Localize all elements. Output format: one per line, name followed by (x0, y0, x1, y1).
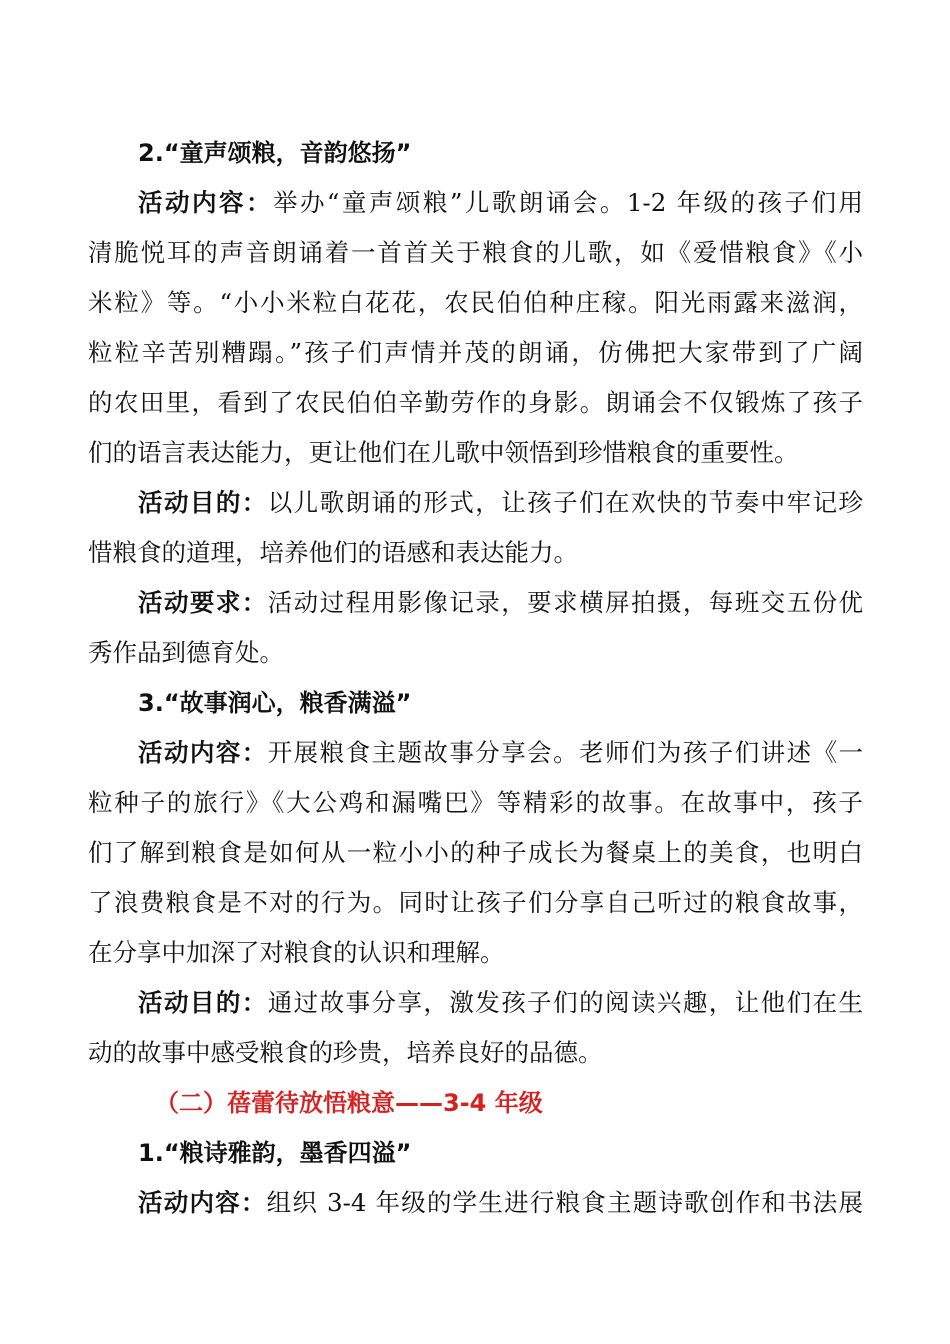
paragraph-line (138, 978, 863, 1028)
paragraph-line: 动的故事中感受粮食的珍贵，培养良好的品德。 (88, 1038, 603, 1067)
paragraph-line: 米粒》等。“小小米粒白花花，农民伯伯种庄稼。阳光雨露来滋润， (88, 288, 863, 317)
paragraph-line: 粒粒辛苦别糟蹋。”孩子们声情并茂的朗诵，仿佛把大家带到了广阔 (88, 338, 863, 367)
paragraph-label: 活动内容： (138, 738, 268, 767)
paragraph-text: 活动过程用影像记录，要求横屏拍摄，每班交五份优 (267, 588, 863, 617)
paragraph-line (138, 178, 863, 228)
paragraph-line (138, 578, 863, 628)
paragraph-line: 秀作品到德育处。 (88, 638, 284, 667)
paragraph-label: 活动目的： (138, 488, 268, 517)
paragraph-line (138, 478, 863, 528)
paragraph-text: 通过故事分享，激发孩子们的阅读兴趣，让他们在生 (267, 988, 863, 1017)
paragraph-label: 活动内容： (138, 1188, 267, 1217)
paragraph-line: 粒种子的旅行》《大公鸡和漏嘴巴》等精彩的故事。在故事中，孩子 (88, 788, 863, 817)
section-heading: 3.“故事润心，粮香满溢” (138, 689, 412, 717)
paragraph-line (138, 1178, 863, 1228)
paragraph-line: 惜粮食的道理，培养他们的语感和表达能力。 (88, 538, 578, 567)
paragraph-text: 开展粮食主题故事分享会。老师们为孩子们讲述《一 (267, 738, 863, 767)
section-heading: 2.“童声颂粮，音韵悠扬” (138, 139, 412, 167)
paragraph-line: 们的语言表达能力，更让他们在儿歌中领悟到珍惜粮食的重要性。 (88, 438, 799, 467)
paragraph-label: 活动要求： (138, 588, 268, 617)
paragraph-line: 清脆悦耳的声音朗诵着一首首关于粮食的儿歌，如《爱惜粮食》《小 (88, 238, 863, 267)
paragraph-text: 举办“童声颂粮”儿歌朗诵会。1-2 年级的孩子们用 (272, 188, 863, 217)
paragraph-line: 在分享中加深了对粮食的认识和理解。 (88, 938, 505, 967)
paragraph-line: 的农田里，看到了农民伯伯辛勤劳作的身影。朗诵会不仅锻炼了孩子 (88, 388, 863, 417)
paragraph-line: 了浪费粮食是不对的行为。同时让孩子们分享自己听过的粮食故事， (88, 888, 863, 917)
paragraph-text: 组织 3-4 年级的学生进行粮食主题诗歌创作和书法展 (266, 1188, 863, 1217)
paragraph-line (138, 728, 863, 778)
paragraph-label: 活动目的： (138, 988, 268, 1017)
section-heading: 1.“粮诗雅韵，墨香四溢” (138, 1139, 412, 1167)
paragraph-label: 活动内容： (138, 188, 273, 217)
paragraph-line: 们了解到粮食是如何从一粒小小的种子成长为餐桌上的美食，也明白 (88, 838, 863, 867)
subsection-title: （二）蓓蕾待放悟粮意——3-4 年级 (155, 1089, 543, 1117)
paragraph-text: 以儿歌朗诵的形式，让孩子们在欢快的节奏中牢记珍 (267, 488, 863, 517)
